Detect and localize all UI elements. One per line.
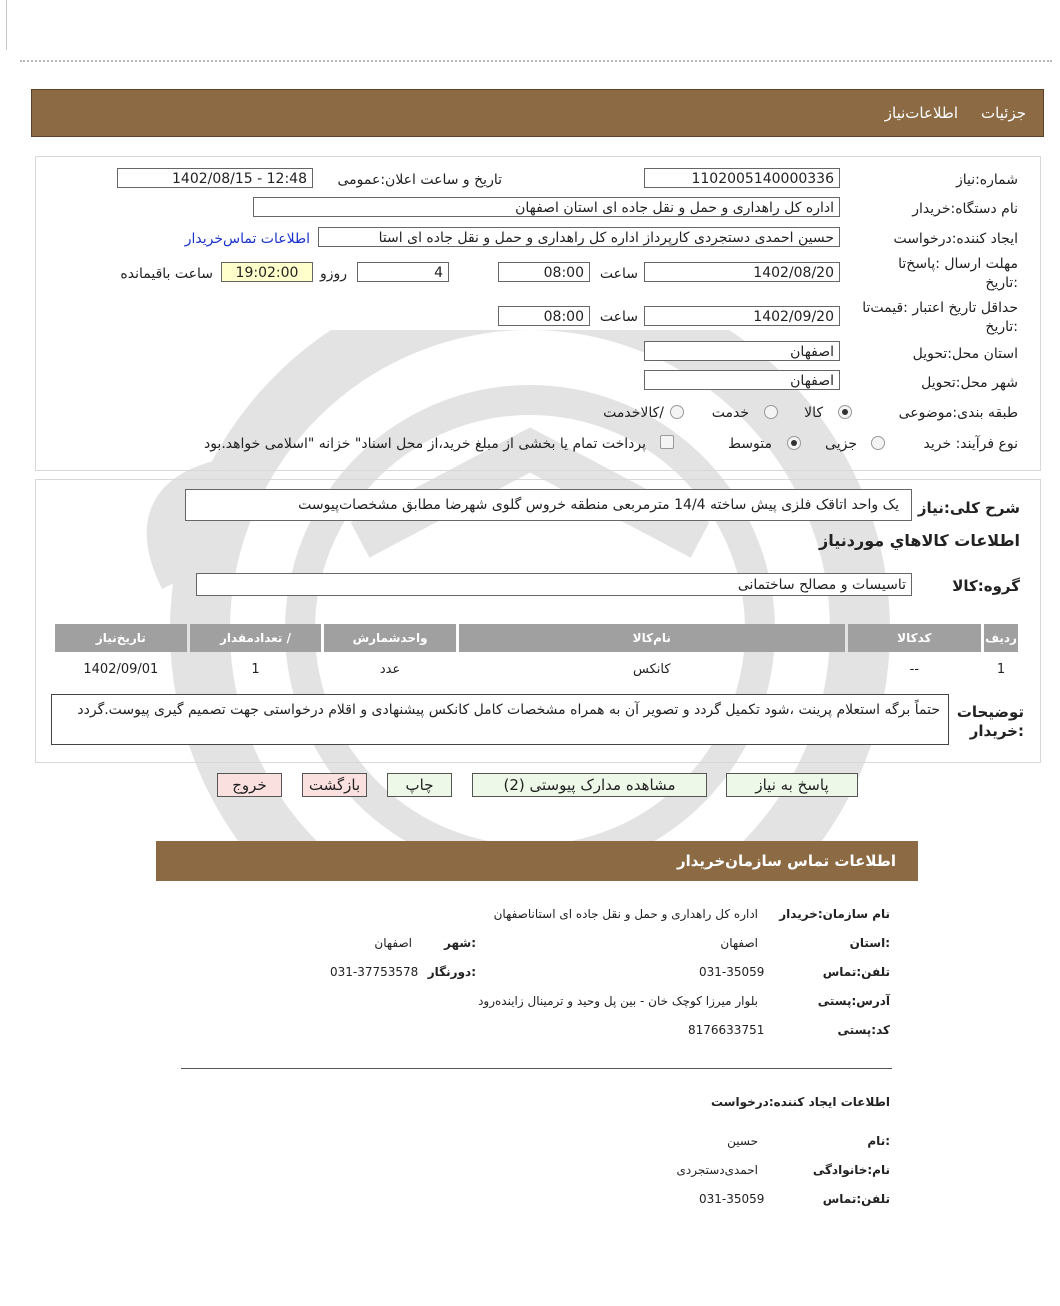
contact-city-value: اصفهان <box>374 936 412 950</box>
category-label: طبقه بندی:موضوعی <box>898 405 1018 421</box>
exit-button[interactable]: خروج <box>217 773 282 797</box>
contact-phone-label: تلفن:تماس <box>822 965 890 979</box>
col-goods-name: نام‌کالا <box>459 624 845 652</box>
treasury-payment-note: پرداخت تمام یا بخشی از مبلغ خرید،از محل اسناد" خزانه "اسلامی خواهد.بود <box>203 436 646 452</box>
cell-row-number: 1 <box>996 661 1006 677</box>
goods-group-label: گروه:کالا <box>952 577 1020 595</box>
creator-name-value: حسین <box>727 1134 758 1148</box>
days-field: 4 <box>357 262 449 282</box>
remaining-time-field: 19:02:00 <box>221 262 313 282</box>
contact-postal-label: کد:پستی <box>837 1023 890 1037</box>
announce-label: تاریخ و ساعت اعلان:عمومی <box>337 172 502 188</box>
col-quantity: / تعدادمقدار <box>190 624 322 652</box>
tab-need-info[interactable]: اطلاعات‌نیاز <box>884 104 958 122</box>
buyer-label: نام دستگاه:خریدار <box>912 201 1018 217</box>
category-service-label: خدمت <box>711 405 749 421</box>
col-unit: واحدشمارش <box>324 624 456 652</box>
creator-info-title: اطلاعات ایجاد کننده:درخواست <box>710 1095 890 1109</box>
deadline-time-label: ساعت <box>599 266 638 282</box>
validity-time-field: 08:00 <box>498 306 590 326</box>
contact-province-label: :استان <box>849 936 890 950</box>
table-row <box>55 655 1018 683</box>
col-row-number: ردیف <box>984 624 1018 652</box>
contact-phone-value: 031-35059 <box>699 965 765 979</box>
reply-button[interactable]: پاسخ به نیاز <box>726 773 858 797</box>
goods-table-header <box>55 624 1018 652</box>
contact-section-title: اطلاعات تماس سازمان‌خریدار <box>676 852 896 870</box>
goods-info-title: اطلاعات کالاهاي موردنیاز <box>819 531 1020 550</box>
print-button[interactable]: چاپ <box>387 773 452 797</box>
contact-section-header <box>156 841 918 881</box>
creator-field: حسین احمدی دستجردی کارپرداز اداره کل راهداری و حمل و نقل جاده ای استا <box>318 227 840 247</box>
description-field: یک واحد اتاقک فلزی پیش ساخته 14/4 مترمربعی منطقه خروس گلوی شهرضا مطابق مشخصات‌پیوست <box>185 489 912 521</box>
goods-group-field: تاسیسات و مصالح ساختمانی <box>196 573 912 596</box>
buyer-field: اداره کل راهداری و حمل و نقل جاده ای استان اصفهان <box>253 197 840 217</box>
province-label: استان محل:تحویل <box>912 346 1018 362</box>
validity-label-date: :تاریخ <box>985 319 1018 335</box>
goods-table <box>52 621 1021 686</box>
notes-label-buyer: :خریدار <box>969 722 1024 740</box>
need-number-label: شماره:نیاز <box>955 172 1018 188</box>
col-need-date: تاریخ‌نیاز <box>55 624 187 652</box>
category-goods-service-label: /کالاخدمت <box>603 405 664 421</box>
announce-field: 1402/08/15 - 12:48 <box>117 168 313 188</box>
deadline-time-field: 08:00 <box>498 262 590 282</box>
contact-city-label: :شهر <box>444 936 476 950</box>
page-header <box>31 89 1044 137</box>
contact-address-label: آدرس:پستی <box>817 994 890 1008</box>
contact-postal-value: 8176633751 <box>688 1023 765 1037</box>
view-attachments-button[interactable]: مشاهده مدارک پیوستی (2) <box>472 773 707 797</box>
validity-label: حداقل تاریخ اعتبار :قیمت‌تا <box>862 300 1018 316</box>
cell-need-date: 1402/09/01 <box>83 661 159 677</box>
cell-goods-name: کانکس <box>633 661 671 677</box>
creator-family-label: نام:خانوادگی <box>812 1163 890 1177</box>
category-goods-service-radio[interactable] <box>670 405 684 419</box>
notes-label: توضیحات <box>956 703 1024 721</box>
city-field: اصفهان <box>644 370 840 390</box>
process-partial-radio[interactable] <box>871 436 885 450</box>
org-name-label: نام سازمان:خریدار <box>779 907 890 921</box>
creator-family-value: احمدی‌دستجردی <box>676 1163 758 1177</box>
days-label: روزو <box>319 266 347 282</box>
process-partial-label: جزیی <box>825 436 857 452</box>
need-number-field: 1102005140000336 <box>644 168 840 188</box>
creator-name-label: :نام <box>867 1134 890 1148</box>
deadline-label: مهلت ارسال :پاسخ‌تا <box>898 256 1018 272</box>
province-field: اصفهان <box>644 341 840 361</box>
process-medium-label: متوسط <box>728 436 772 452</box>
category-goods-radio[interactable] <box>838 405 852 419</box>
left-border <box>6 0 7 50</box>
contact-fax-label: :دورنگار <box>427 965 476 979</box>
validity-time-label: ساعت <box>599 309 638 325</box>
contact-fax-value: 031-37753578 <box>330 965 419 979</box>
org-name-value: اداره کل راهداری و حمل و نقل جاده ای استاناصفهان <box>493 907 758 921</box>
buyer-contact-link[interactable]: اطلاعات تماس‌خریدار <box>184 231 310 247</box>
validity-date-field: 1402/09/20 <box>644 306 840 326</box>
deadline-date-field: 1402/08/20 <box>644 262 840 282</box>
cell-unit: عدد <box>379 661 401 677</box>
category-service-radio[interactable] <box>764 405 778 419</box>
city-label: شهر محل:تحویل <box>921 375 1018 391</box>
creator-phone-label: تلفن:تماس <box>822 1192 890 1206</box>
treasury-payment-checkbox[interactable] <box>660 435 674 449</box>
deadline-label-date: :تاریخ <box>985 275 1018 291</box>
creator-phone-value: 031-35059 <box>699 1192 765 1206</box>
back-button[interactable]: بازگشت <box>302 773 367 797</box>
cell-quantity: 1 <box>251 661 260 677</box>
process-medium-radio[interactable] <box>787 436 801 450</box>
dotted-divider <box>20 60 1052 62</box>
description-label: شرح کلی:نیاز <box>917 499 1020 517</box>
category-goods-label: کالا <box>804 405 823 421</box>
contact-divider <box>181 1068 892 1069</box>
col-goods-code: کدکالا <box>848 624 981 652</box>
remaining-label: ساعت باقیمانده <box>120 266 213 282</box>
buyer-notes-field: حتماً برگه استعلام پرینت ،شود تکمیل گردد و تصویر آن به همراه مشخصات کامل کانکس پیشنهادی و اقلام درخواستی جهت تصمیم گیری پیوست.گردد <box>51 694 949 745</box>
contact-address-value: بلوار میرزا کوچک خان - بین پل وحید و ترمینال زاینده‌رود <box>478 994 758 1008</box>
process-label: نوع فرآیند: خرید <box>923 436 1018 452</box>
tab-details[interactable]: جزئیات <box>981 104 1026 122</box>
cell-goods-code: -- <box>909 661 920 677</box>
creator-label: ایجاد کننده:درخواست <box>893 231 1018 247</box>
contact-province-value: اصفهان <box>720 936 758 950</box>
